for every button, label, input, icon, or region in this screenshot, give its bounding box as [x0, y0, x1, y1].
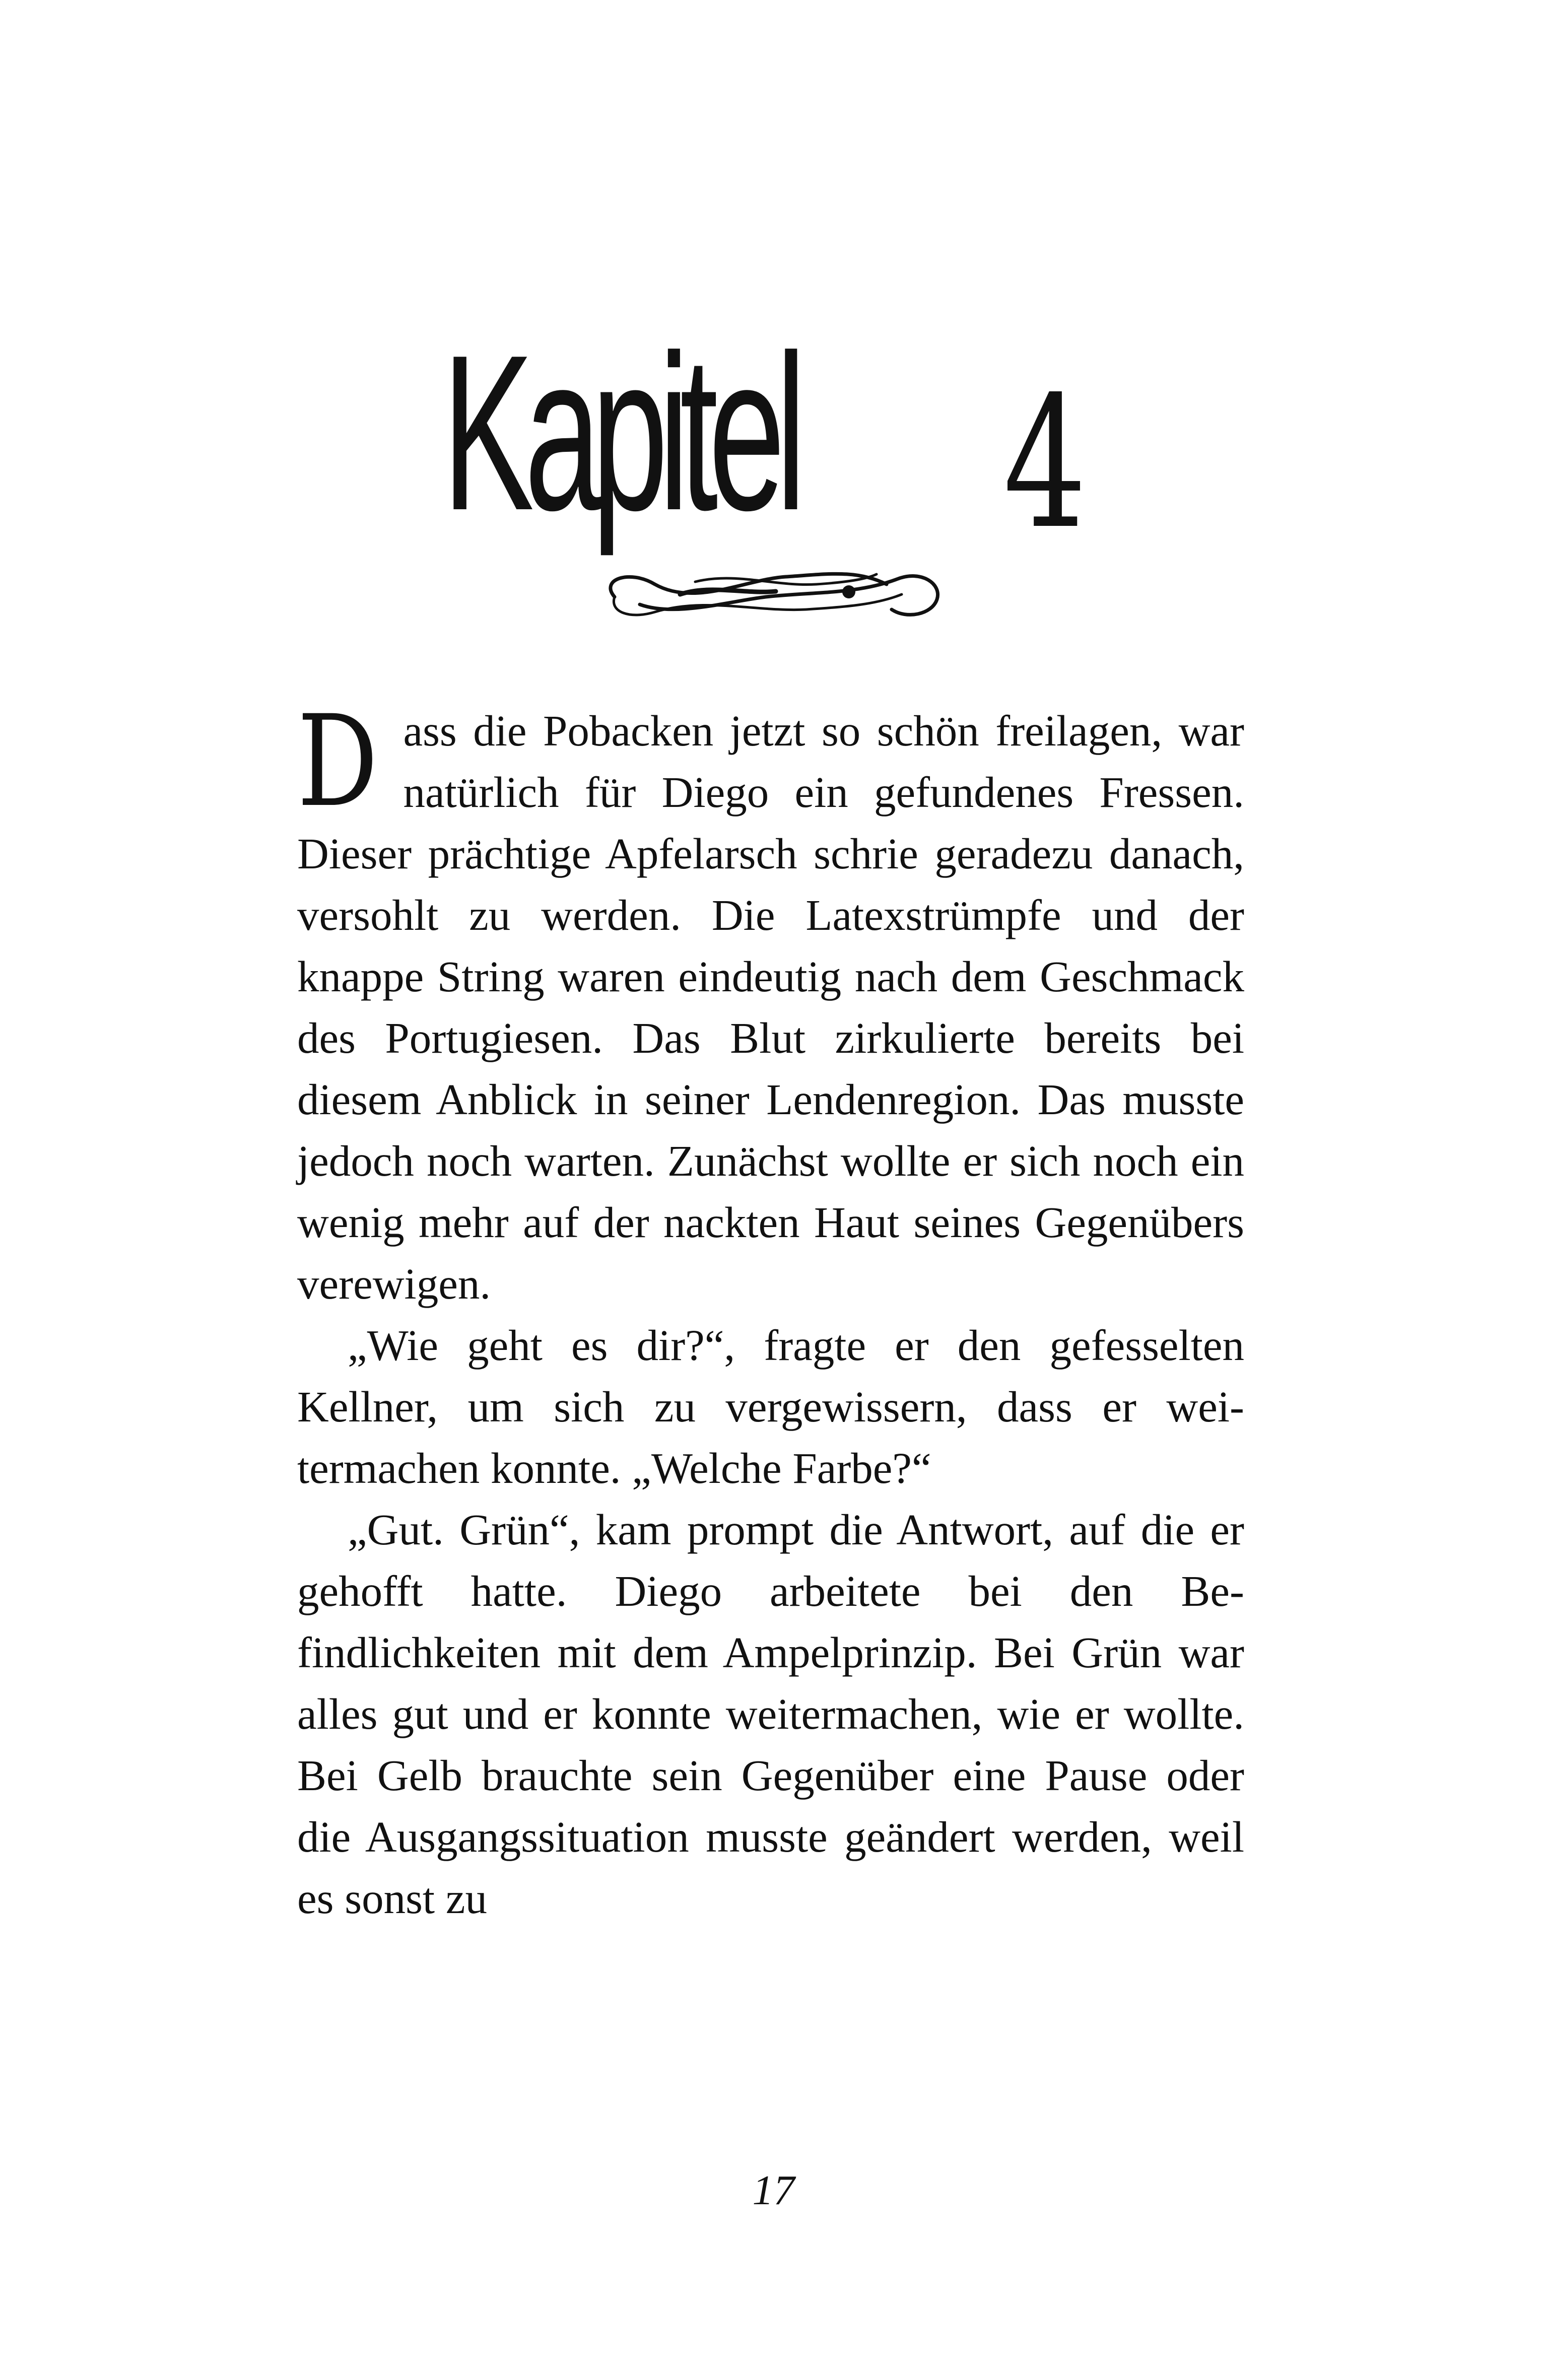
paragraph-2: „Wie geht es dir?“, fragte er den gefesselten Kellner, um sich zu vergewissern, dass er weitermachen konnte. „Welche Farbe?“	[297, 1321, 1244, 1492]
dropcap-letter: D	[297, 688, 378, 835]
flourish-ornament-icon	[594, 549, 957, 635]
chapter-title: Kapitel	[442, 309, 797, 557]
page-number: 17	[752, 2167, 795, 2214]
paragraph-1	[297, 688, 1244, 1315]
chapter-number: 4	[1003, 358, 1087, 569]
body-text	[297, 688, 1244, 1929]
paragraph-3: „Gut. Grün“, kam prompt die Antwort, auf die er gehofft hatte. Diego arbeitete bei den Befindlichkeiten mit dem Ampelprinzip. Bei Grün war alles gut und er konnte weitermachen, wie er wollte. Bei Gelb brauchte sein Gegenüber eine Pause oder die Ausgangssituation musste geändert werden, weil es sonst zu	[297, 1505, 1244, 1923]
chapter-heading	[0, 309, 1547, 569]
paragraph-1-text: ass die Pobacken jetzt so schön freilagen, war natürlich für Diego ein gefundenes Fressen. Dieser prächtige Apfelarsch schrie geradezu danach, versohlt zu werden. Die Latexstrümpfe und der knappe String waren eindeutig nach dem Geschmack des Portugiesen. Das Blut zirkulierte bereits bei diesem Anblick in seiner Lendenregion. Das musste jedoch noch warten. Zunächst wollte er sich noch ein wenig mehr auf der nackten Haut seines Gegenübers verewigen.	[297, 706, 1244, 1308]
